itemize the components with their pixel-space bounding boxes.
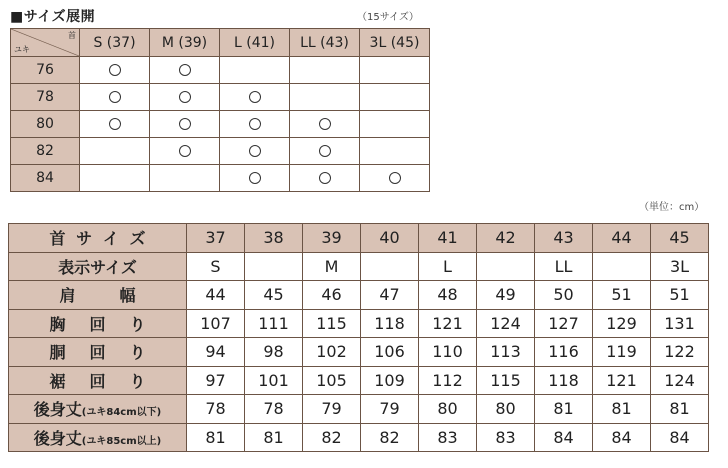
size-availability-table [10, 28, 430, 192]
measurement-value: 3L [651, 252, 709, 281]
label-char: 胸 [49, 314, 66, 334]
available-circle-icon [109, 118, 121, 130]
label-char: 胴 [49, 343, 66, 363]
corner-yuki-label: ユキ [14, 45, 30, 54]
measurement-value: 105 [303, 366, 361, 395]
availability-cell [80, 84, 150, 111]
measurement-value: 121 [593, 366, 651, 395]
measurement-value: 44 [593, 224, 651, 253]
measurement-row [9, 224, 709, 253]
availability-cell [290, 57, 360, 84]
unit-note: （単位：cm） [639, 202, 705, 213]
measurement-value: 45 [245, 281, 303, 310]
measurement-row [9, 252, 709, 281]
measurement-value: 110 [419, 338, 477, 367]
measurement-row [9, 338, 709, 367]
available-circle-icon [249, 91, 261, 103]
sleeve-length-label: 76 [11, 57, 80, 84]
label-char: サ [76, 229, 93, 249]
matrix-row [11, 165, 430, 192]
availability-cell [220, 165, 290, 192]
availability-cell [290, 138, 360, 165]
measurement-row [9, 281, 709, 310]
measurement-row [9, 366, 709, 395]
availability-cell [220, 111, 290, 138]
matrix-row [11, 138, 430, 165]
measurement-value: 84 [651, 423, 709, 452]
sleeve-length-label: 78 [11, 84, 80, 111]
available-circle-icon [179, 91, 191, 103]
measurement-value: 79 [361, 395, 419, 424]
sleeve-length-label: 80 [11, 111, 80, 138]
matrix-row [11, 84, 430, 111]
label-main: 後身丈 [33, 428, 82, 448]
measurement-value: 106 [361, 338, 419, 367]
measurement-value: 78 [245, 395, 303, 424]
matrix-row [11, 111, 430, 138]
label-char: り [129, 371, 146, 391]
measurement-value: 111 [245, 309, 303, 338]
neck-size-header: 3L (45) [360, 29, 430, 57]
measurement-label [9, 423, 187, 452]
label-char: 回 [89, 371, 106, 391]
measurement-value: L [419, 252, 477, 281]
measurement-value: 127 [535, 309, 593, 338]
measurement-value: 45 [651, 224, 709, 253]
label-char: り [129, 343, 146, 363]
availability-cell [360, 138, 430, 165]
label-char: イ [102, 229, 119, 249]
measurement-value: 129 [593, 309, 651, 338]
measurement-value: 83 [419, 423, 477, 452]
availability-cell [80, 138, 150, 165]
label-char: 回 [89, 343, 106, 363]
measurement-value: 42 [477, 224, 535, 253]
measurement-value: 40 [361, 224, 419, 253]
available-circle-icon [319, 145, 331, 157]
measurement-label [9, 338, 187, 367]
availability-cell [360, 57, 430, 84]
measurement-value: 82 [303, 423, 361, 452]
availability-cell [360, 165, 430, 192]
measurement-value: 107 [187, 309, 245, 338]
measurement-value: 81 [651, 395, 709, 424]
available-circle-icon [389, 172, 401, 184]
label-condition: (ユキ84cm以下) [81, 407, 162, 419]
available-circle-icon [109, 91, 121, 103]
measurement-value: 84 [535, 423, 593, 452]
measurement-value: M [303, 252, 361, 281]
measurement-label [9, 281, 187, 310]
measurement-value: 124 [651, 366, 709, 395]
measurement-value: 112 [419, 366, 477, 395]
availability-cell [150, 165, 220, 192]
availability-cell [290, 84, 360, 111]
neck-size-header: LL (43) [290, 29, 360, 57]
measurement-value: 51 [593, 281, 651, 310]
measurement-value: LL [535, 252, 593, 281]
availability-cell [150, 84, 220, 111]
available-circle-icon [249, 118, 261, 130]
label-condition: (ユキ85cm以上) [81, 435, 162, 447]
measurement-value: 80 [419, 395, 477, 424]
availability-cell [220, 138, 290, 165]
matrix-row [11, 57, 430, 84]
measurement-value: 83 [477, 423, 535, 452]
measurement-value: S [187, 252, 245, 281]
measurement-value [361, 252, 419, 281]
label-char: 幅 [119, 286, 136, 306]
sleeve-length-label: 84 [11, 165, 80, 192]
measurement-value: 81 [535, 395, 593, 424]
availability-cell [360, 84, 430, 111]
measurement-value: 115 [303, 309, 361, 338]
label-char: 回 [89, 314, 106, 334]
available-circle-icon [319, 172, 331, 184]
label-char: ズ [129, 229, 146, 249]
measurement-table [8, 223, 709, 452]
measurement-value: 118 [361, 309, 419, 338]
measurement-value: 121 [419, 309, 477, 338]
measurement-value: 41 [419, 224, 477, 253]
measurement-value: 98 [245, 338, 303, 367]
available-circle-icon [249, 145, 261, 157]
measurement-label [9, 224, 187, 253]
measurement-value: 51 [651, 281, 709, 310]
availability-cell [150, 138, 220, 165]
measurement-row [9, 423, 709, 452]
label-main: 後身丈 [33, 400, 82, 420]
measurement-value: 97 [187, 366, 245, 395]
measurement-value: 109 [361, 366, 419, 395]
measurement-label [9, 309, 187, 338]
available-circle-icon [319, 118, 331, 130]
measurement-value: 84 [593, 423, 651, 452]
measurement-value: 79 [303, 395, 361, 424]
available-circle-icon [179, 145, 191, 157]
availability-cell [150, 57, 220, 84]
measurement-value: 115 [477, 366, 535, 395]
availability-cell [360, 111, 430, 138]
available-circle-icon [109, 64, 121, 76]
measurement-value: 78 [187, 395, 245, 424]
available-circle-icon [249, 172, 261, 184]
availability-cell [220, 84, 290, 111]
availability-cell [220, 57, 290, 84]
measurement-label [9, 366, 187, 395]
size-count-note: （15サイズ） [357, 12, 419, 23]
matrix-header-row [11, 29, 430, 57]
measurement-label: 表示サイズ [9, 252, 187, 281]
measurement-value [245, 252, 303, 281]
measurement-value: 38 [245, 224, 303, 253]
measurement-value: 94 [187, 338, 245, 367]
measurement-value: 50 [535, 281, 593, 310]
neck-size-header: S (37) [80, 29, 150, 57]
corner-neck-label: 首 [68, 31, 76, 40]
available-circle-icon [179, 64, 191, 76]
measurement-label [9, 395, 187, 424]
measurement-value: 113 [477, 338, 535, 367]
measurement-value: 81 [245, 423, 303, 452]
measurement-value: 37 [187, 224, 245, 253]
neck-size-header: L (41) [220, 29, 290, 57]
measurement-value: 116 [535, 338, 593, 367]
availability-cell [80, 165, 150, 192]
measurement-value: 131 [651, 309, 709, 338]
measurement-value: 46 [303, 281, 361, 310]
measurement-value: 80 [477, 395, 535, 424]
availability-cell [290, 111, 360, 138]
measurement-value: 101 [245, 366, 303, 395]
measurement-value: 47 [361, 281, 419, 310]
matrix-corner [11, 29, 80, 57]
availability-cell [80, 111, 150, 138]
availability-cell [290, 165, 360, 192]
measurement-value: 44 [187, 281, 245, 310]
measurement-value: 48 [419, 281, 477, 310]
availability-cell [150, 111, 220, 138]
label-char: 肩 [59, 286, 76, 306]
measurement-value [593, 252, 651, 281]
label-char: 裾 [49, 371, 66, 391]
measurement-value: 49 [477, 281, 535, 310]
label-char: 首 [49, 229, 66, 249]
measurement-value: 81 [187, 423, 245, 452]
measurement-value: 124 [477, 309, 535, 338]
measurement-row [9, 309, 709, 338]
measurement-value: 82 [361, 423, 419, 452]
measurement-row [9, 395, 709, 424]
measurement-value: 119 [593, 338, 651, 367]
measurement-value: 81 [593, 395, 651, 424]
measurement-value: 43 [535, 224, 593, 253]
measurement-value: 39 [303, 224, 361, 253]
sleeve-length-label: 82 [11, 138, 80, 165]
measurement-value: 102 [303, 338, 361, 367]
measurement-value: 122 [651, 338, 709, 367]
available-circle-icon [179, 118, 191, 130]
neck-size-header: M (39) [150, 29, 220, 57]
measurement-value: 118 [535, 366, 593, 395]
availability-cell [80, 57, 150, 84]
section-heading: ■サイズ展開 [10, 9, 96, 25]
measurement-value [477, 252, 535, 281]
label-char: り [129, 314, 146, 334]
